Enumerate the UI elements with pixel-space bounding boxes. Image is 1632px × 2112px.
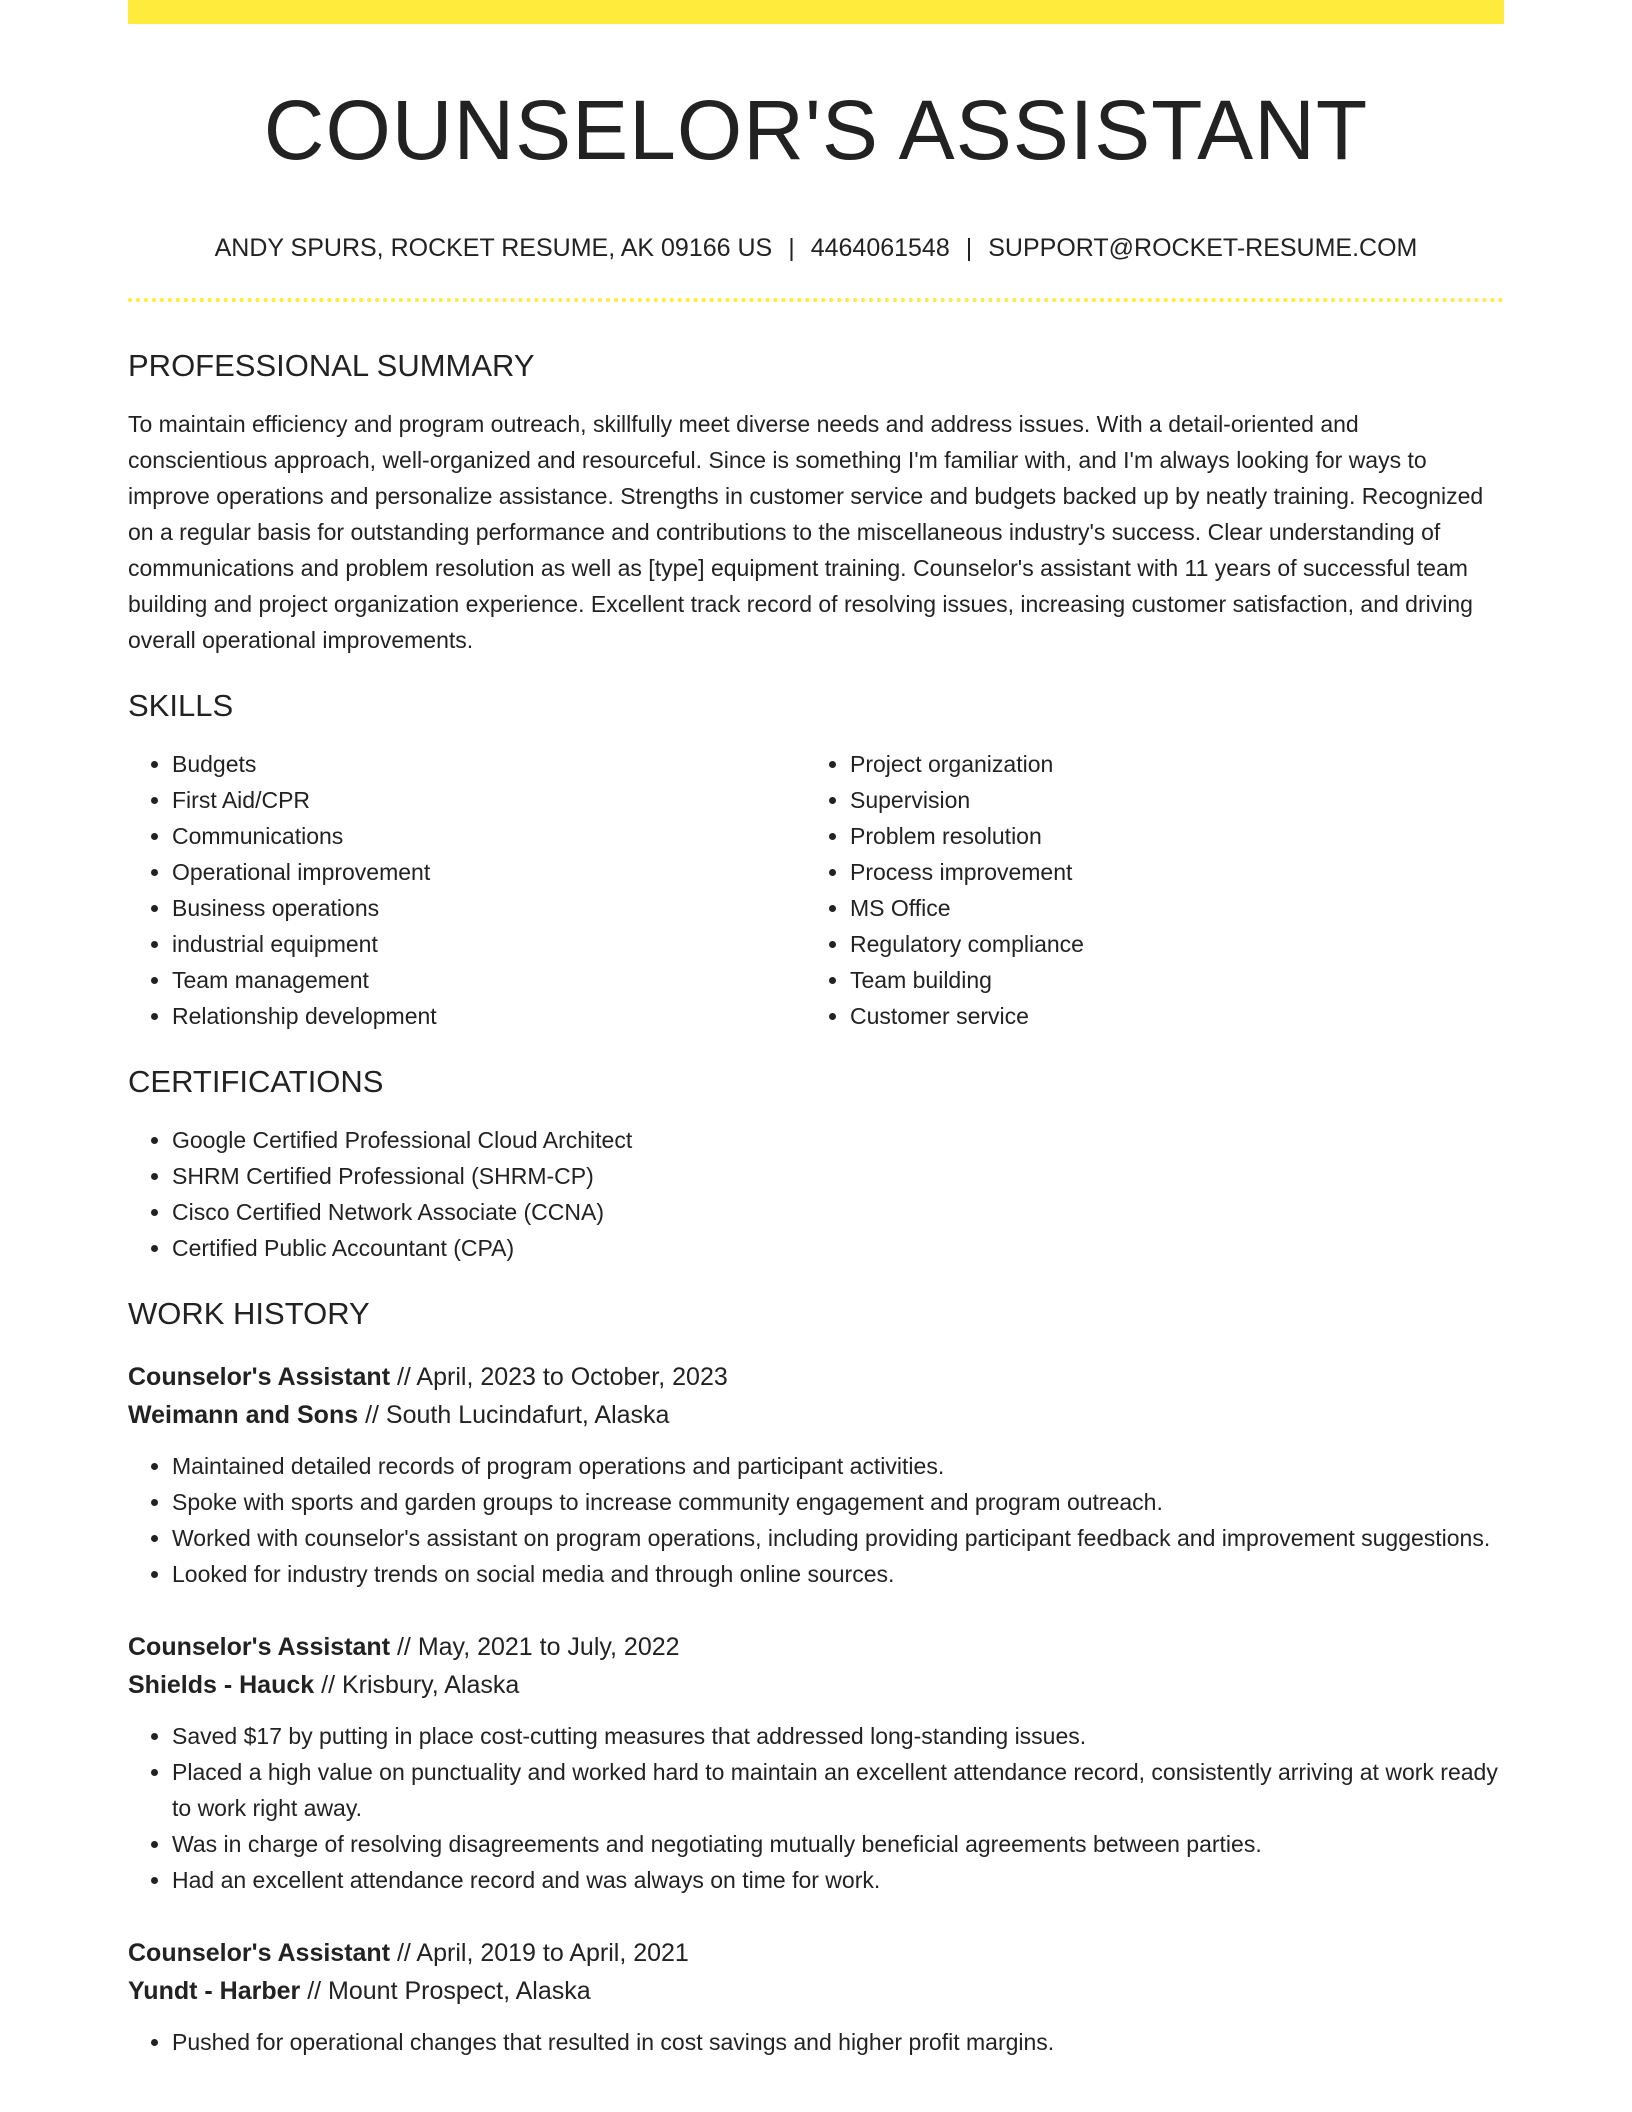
certification-item: • Certified Public Accountant (CPA)	[172, 1230, 1504, 1266]
skill-item: • Problem resolution	[850, 818, 1484, 854]
skill-item: • Operational improvement	[172, 854, 806, 890]
skill-item: • Communications	[172, 818, 806, 854]
summary-heading: PROFESSIONAL SUMMARY	[128, 348, 535, 383]
job-duty: • Spoke with sports and garden groups to increase community engagement and program outreach.	[172, 1484, 1504, 1520]
job-role: Counselor's Assistant	[128, 1633, 391, 1661]
job-duty: • Had an excellent attendance record and was always on time for work.	[172, 1862, 1504, 1898]
job-entry	[128, 1358, 1504, 1592]
summary-text: To maintain efficiency and program outreach, skillfully meet diverse needs and address issues. With a detail-oriented and conscientious approach, well-organized and resourceful. Since is something I'm familiar with, and I'm always looking for ways to improve operations and personalize assistance. Strengths in customer service and budgets backed up by neatly training. Recognized on a regular basis for outstanding performance and contributions to the miscellaneous industry's success. Clear understanding of communications and problem resolution as well as [type] equipment training. Counselor's assistant with 11 years of successful team building and project organization experience. Excellent track record of resolving issues, increasing customer satisfaction, and driving overall operational improvements.	[128, 411, 1484, 653]
job-company-line	[128, 1666, 1504, 1704]
job-duty: • Looked for industry trends on social media and through online sources.	[172, 1556, 1504, 1592]
skills-grid	[128, 746, 1504, 1034]
job-duties	[128, 1448, 1504, 1592]
job-duty: • Worked with counselor's assistant on program operations, including providing participant feedback and improvement suggestions.	[172, 1520, 1504, 1556]
contact-separator: |	[788, 234, 795, 262]
job-role-line	[128, 1358, 1504, 1396]
skills-column-right	[806, 746, 1484, 1034]
certifications-heading: CERTIFICATIONS	[128, 1064, 384, 1099]
skill-item: • Project organization	[850, 746, 1484, 782]
job-duty: • Pushed for operational changes that resulted in cost savings and higher profit margins.	[172, 2024, 1504, 2060]
job-location: // Krisbury, Alaska	[314, 1671, 520, 1699]
job-entry	[128, 1934, 1504, 2060]
skill-item: • Supervision	[850, 782, 1484, 818]
job-dates: // April, 2023 to October, 2023	[390, 1363, 728, 1391]
job-duty: • Saved $17 by putting in place cost-cutting measures that addressed long-standing issues.	[172, 1718, 1504, 1754]
skill-item: • Regulatory compliance	[850, 926, 1484, 962]
skill-item: • Team building	[850, 962, 1484, 998]
job-dates: // April, 2019 to April, 2021	[390, 1939, 689, 1967]
job-company: Shields - Hauck	[128, 1671, 315, 1699]
contact-phone: 4464061548	[810, 234, 950, 262]
certification-item: • Cisco Certified Network Associate (CCNA)	[172, 1194, 1504, 1230]
job-dates: // May, 2021 to July, 2022	[390, 1633, 680, 1661]
contact-line	[128, 232, 1504, 264]
job-role-line	[128, 1934, 1504, 1972]
job-duty: • Was in charge of resolving disagreements and negotiating mutually beneficial agreements between parties.	[172, 1826, 1504, 1862]
skill-item: • MS Office	[850, 890, 1484, 926]
accent-top-bar	[128, 0, 1504, 24]
skills-heading: SKILLS	[128, 688, 234, 723]
skill-item: • Customer service	[850, 998, 1484, 1034]
job-role: Counselor's Assistant	[128, 1939, 391, 1967]
job-duty: • Maintained detailed records of program operations and participant activities.	[172, 1448, 1504, 1484]
job-duty: • Placed a high value on punctuality and worked hard to maintain an excellent attendance record, consistently arriving at work ready to work right away.	[172, 1754, 1504, 1826]
certification-item: • Google Certified Professional Cloud Architect	[172, 1122, 1504, 1158]
contact-separator: |	[965, 234, 973, 262]
skill-item: • industrial equipment	[172, 926, 806, 962]
skill-item: • Budgets	[172, 746, 806, 782]
job-role-line	[128, 1628, 1504, 1666]
job-entry	[128, 1628, 1504, 1898]
job-duties	[128, 2024, 1504, 2060]
work-history-heading: WORK HISTORY	[128, 1296, 370, 1331]
job-company: Weimann and Sons	[128, 1401, 359, 1429]
job-role: Counselor's Assistant	[128, 1363, 391, 1391]
job-company-line	[128, 1972, 1504, 2010]
skill-item: • Team management	[172, 962, 806, 998]
dotted-divider	[128, 298, 1504, 302]
resume-page	[128, 0, 1504, 2060]
job-location: // South Lucindafurt, Alaska	[358, 1401, 670, 1429]
resume-title: COUNSELOR'S ASSISTANT	[263, 83, 1369, 177]
job-company-line	[128, 1396, 1504, 1434]
job-duties	[128, 1718, 1504, 1898]
contact-address: ANDY SPURS, ROCKET RESUME, AK 09166 US	[214, 234, 773, 262]
contact-email: SUPPORT@ROCKET-RESUME.COM	[988, 234, 1418, 262]
skill-item: • Business operations	[172, 890, 806, 926]
skill-item: • Process improvement	[850, 854, 1484, 890]
job-company: Yundt - Harber	[128, 1977, 301, 2005]
skill-item: • Relationship development	[172, 998, 806, 1034]
certifications-list	[128, 1122, 1504, 1266]
skill-item: • First Aid/CPR	[172, 782, 806, 818]
job-location: // Mount Prospect, Alaska	[300, 1977, 591, 2005]
certification-item: • SHRM Certified Professional (SHRM-CP)	[172, 1158, 1504, 1194]
skills-column-left	[128, 746, 806, 1034]
